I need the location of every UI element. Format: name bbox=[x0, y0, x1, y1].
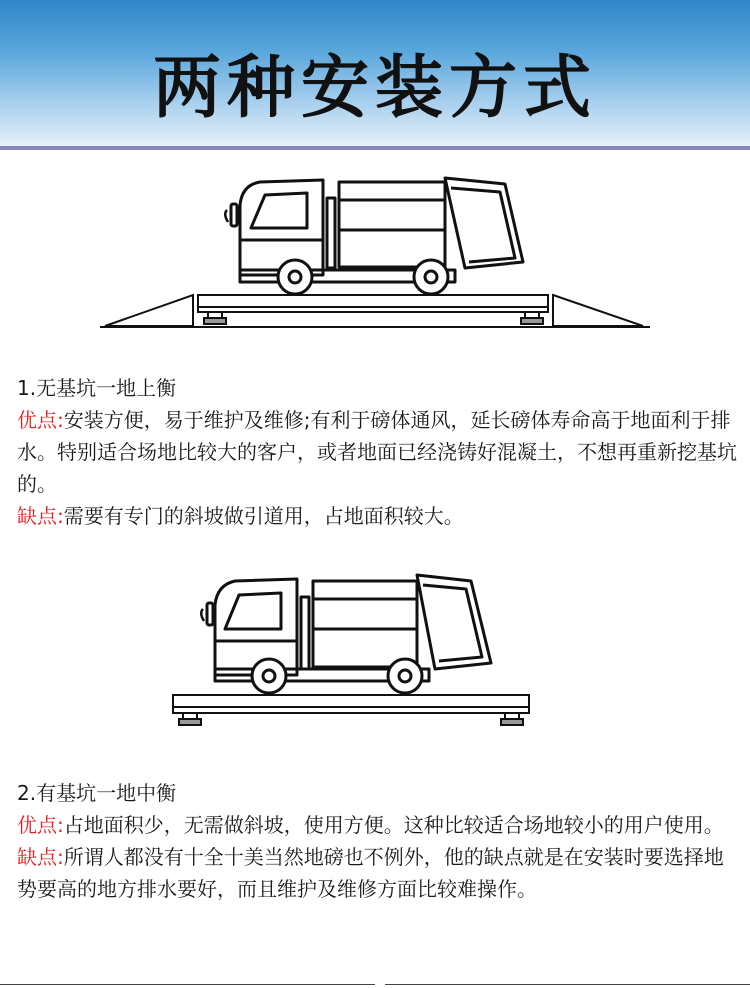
cons-text: 所谓人都没有十全十美当然地磅也不例外，他的缺点就是在安装时要选择地势要高的地方排水要好，而且维护及维修方面比较难操作。 bbox=[17, 845, 724, 901]
above-ground-scale-illustration bbox=[95, 170, 655, 335]
section-1-cons bbox=[17, 500, 742, 532]
section-2-heading: 2.有基坑一地中衡 bbox=[17, 781, 177, 805]
pit-scale-illustration bbox=[165, 565, 545, 735]
bottom-divider-gap bbox=[375, 982, 385, 988]
section-2-cons bbox=[17, 841, 742, 905]
section-1-pros bbox=[17, 404, 742, 500]
pros-label: 优点: bbox=[17, 408, 64, 432]
section-2 bbox=[17, 777, 742, 905]
section-1 bbox=[17, 372, 742, 532]
pros-text: 安装方便，易于维护及维修;有利于磅体通风，延长磅体寿命高于地面利于排水。特别适合场地比较大的客户，或者地面已经浇铸好混凝土，不想再重新挖基坑的。 bbox=[17, 408, 737, 496]
section-2-pros bbox=[17, 809, 742, 841]
pros-label: 优点: bbox=[17, 813, 64, 837]
pros-text: 占地面积少，无需做斜坡，使用方便。这种比较适合场地较小的用户使用。 bbox=[63, 813, 724, 837]
cons-label: 缺点: bbox=[17, 504, 64, 528]
header-divider bbox=[0, 146, 750, 150]
cons-label: 缺点: bbox=[17, 845, 64, 869]
cons-text: 需要有专门的斜坡做引道用，占地面积较大。 bbox=[63, 504, 464, 528]
page-title: 两种安装方式 bbox=[152, 49, 597, 128]
section-1-heading: 1.无基坑一地上衡 bbox=[17, 376, 177, 400]
